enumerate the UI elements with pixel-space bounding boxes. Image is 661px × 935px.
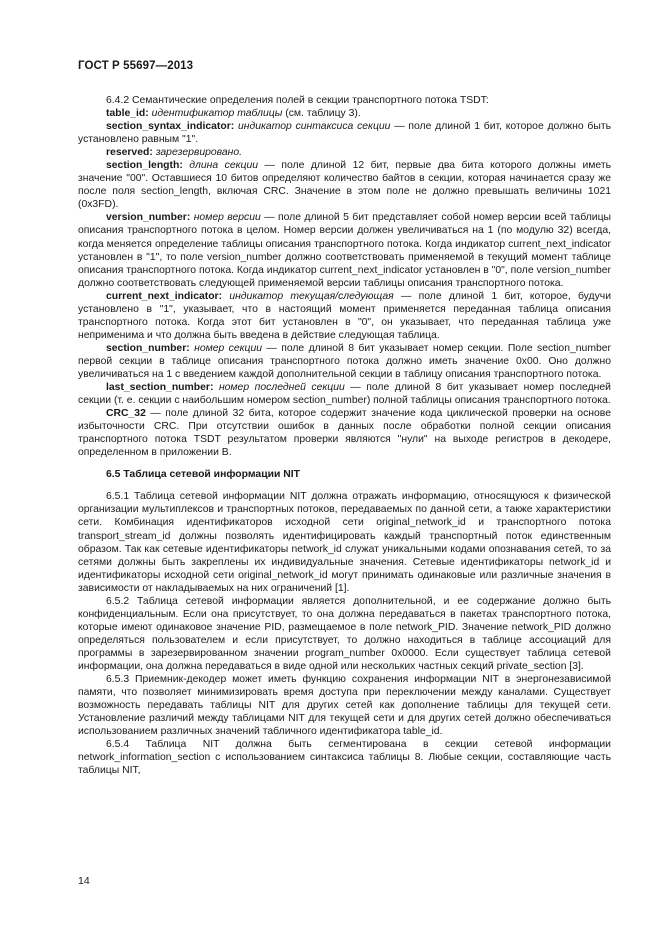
paragraph	[78, 94, 611, 107]
document-code: ГОСТ Р 55697—2013	[78, 60, 194, 72]
paragraph	[78, 381, 611, 407]
field-name: CRC_32	[106, 408, 146, 420]
paragraph	[78, 595, 611, 673]
paragraph	[78, 342, 611, 381]
text-run: — поле длиной 5 бит представляет собой номер версии всей таблицы описания транспортного потока в целом. Номер версии должен увеличиваться на 1 (по модулю 32) всегда, когда меняется определение таблицы описания транспортного потока. Когда индикатор current_next_indicator установлен в "1", то поле version_number должно соответствовать применяемой в текущий момент таблице описания транспортного потока. Когда индикатор current_next_indicator установлен в "0", поле version_number должно соответствовать следующей применяемой версии таблицы описания транспортного потока.	[78, 212, 611, 289]
text-run: (см. таблицу 3).	[282, 108, 361, 120]
paragraph	[78, 738, 611, 777]
paragraph	[78, 490, 611, 594]
text-run: — поле длиной 12 бит, первые два бита которого должны иметь значение "00". Оставшиеся 10 битов определяют количество байтов в секции, которая начинается сразу же после поля section_length, включая CRC. Значение в этом поле не должно превышать величины 1021 (0x3FD).	[78, 160, 611, 211]
field-name: table_id:	[106, 108, 149, 120]
field-description: номер версии	[193, 212, 261, 224]
text-run: — поле длиной 8 бит указывает номер секции. Поле section_number первой секции в таблице описания транспортного потока должно иметь значение 0x00. Оно должно увеличиваться на 1 с введением каждой дополнительной секции в таблицу описания транспортного потока.	[78, 342, 611, 380]
field-description: длина секции	[189, 160, 259, 172]
field-description: зарезервировано.	[155, 147, 243, 159]
field-description: индикатор синтаксиса секции	[237, 121, 391, 133]
paragraph	[78, 407, 611, 459]
paragraph	[78, 107, 611, 120]
field-name: section_length:	[106, 160, 183, 172]
text-run: 6.5 Таблица сетевой информации NIT	[106, 469, 300, 481]
field-name: section_syntax_indicator:	[106, 121, 235, 133]
text-run: 6.5.4 Таблица NIT должна быть сегментирована в секции сетевой информации network_information_section с использованием синтаксиса таблицы 8. Любые секции, составляющие часть таблицы NIT,	[78, 739, 611, 777]
field-name: version_number:	[106, 212, 191, 224]
paragraph	[78, 120, 611, 146]
text-run: — поле длиной 32 бита, которое содержит значение кода циклической проверки на основе избыточности CRC. При отсутствии ошибок в данных после обработки полной секции описания транспортного потока TSDT результатом проверки являются "нули" на выходе регистров в декодере, определенном в приложении В.	[78, 408, 611, 459]
field-name: section_number:	[106, 342, 190, 354]
field-name: current_next_indicator:	[106, 290, 223, 302]
paragraph	[78, 673, 611, 738]
field-name: last_section_number:	[106, 382, 214, 394]
text-run: 6.5.3 Приемник-декодер может иметь функцию сохранения информации NIT в энергонезависимой памяти, что позволяет минимизировать время доступа при переключении между каналами. Существует возможность передавать таблицы NIT для других сетей как дополнение таблицы для текущей сети. Установление различий между таблицами NIT для текущей сети и для других сетей должно обеспечиваться использованием различных значений табличного идентификатора table_id.	[78, 674, 611, 738]
text-run: 6.4.2 Семантические определения полей в секции транспортного потока TSDT:	[106, 95, 489, 106]
text-run: — поле длиной 1 бит, которое должно быть установлено равным "1".	[78, 121, 611, 146]
paragraph	[78, 211, 611, 289]
document-body	[78, 94, 611, 777]
field-description: номер секции	[194, 342, 263, 354]
paragraph	[78, 290, 611, 342]
page-number: 14	[78, 875, 90, 887]
text-run: 6.5.1 Таблица сетевой информации NIT должна отражать информацию, относящуюся к физической организации мультиплексов и транспортных потоков, передаваемых по данной сети, а также характеристики сети. Комбинация идентификаторов исходной сети original_network_id и транспортного потока transport_stream_id должны позволять идентифицировать каждый транспортный поток единственным образом. Так как сетевые идентификаторы network_id служат уникальными кодами опознавания сетей, то за сетями должны быть закреплены их индивидуальные значения. Сетевые идентификаторы network_id и идентификаторы исходной сети original_network_id могут принимать одинаковые или различные значения в зависимости от накладываемых на них ограничений [1].	[78, 491, 611, 594]
paragraph	[78, 159, 611, 211]
field-description: индикатор текущая/следующая	[229, 290, 394, 302]
section-heading	[78, 468, 611, 481]
field-description: идентификатор таблицы	[151, 108, 283, 120]
text-run: 6.5.2 Таблица сетевой информации является дополнительной, и ее содержание должно быть конфиденциальным. Если она присутствует, то она должна передаваться в пакетах транспортного потока, которые имеют одинаковое значение PID, размещаемое в поле network_PID. Значение network_PID должно определяться пользователем и если присутствует, то должно находиться в таблице ассоциаций для программы в зарезервированном значении program_number 0x0000. Если существует таблица сетевой информации, она должна передаваться в виде одной или нескольких частных секций private_section [3].	[78, 595, 611, 672]
text-run: — поле длиной 8 бит указывает номер последней секции (т. е. секции с наибольшим номером section_number) полной таблицы описания транспортного потока.	[78, 382, 611, 407]
paragraph	[78, 146, 611, 159]
text-run: — поле длиной 1 бит, которое, будучи установлено в "1", указывает, что в настоящий момент применяется переданная таблица описания транспортного потока. Когда этот бит установлен в "0", он указывает, что переданная таблица уже неприменима и что должна быть введена в действие следующая таблица.	[78, 290, 611, 341]
field-name: reserved:	[106, 147, 153, 159]
field-description: номер последней секции	[218, 382, 345, 394]
